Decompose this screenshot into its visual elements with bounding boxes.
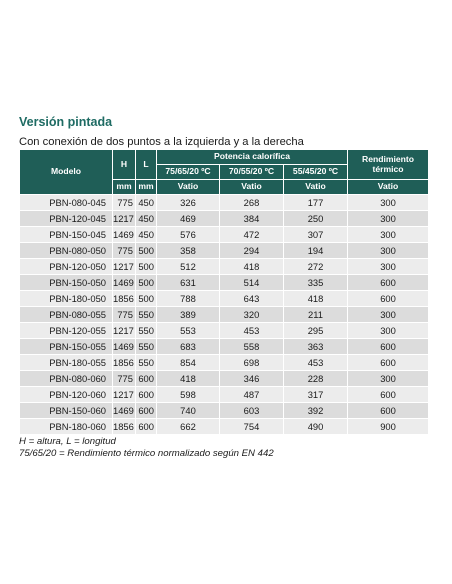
header-modelo: Modelo [20, 150, 113, 195]
unit-h: mm [113, 180, 136, 195]
table-cell: 550 [136, 323, 157, 339]
table-cell: 854 [157, 355, 220, 371]
cell-model: PBN-180-060 [20, 419, 113, 435]
table-row [20, 419, 429, 435]
table-cell: 600 [136, 419, 157, 435]
table-cell: 1856 [113, 291, 136, 307]
table-cell: 500 [136, 275, 157, 291]
table-row [20, 355, 429, 371]
footnote-norm: 75/65/20 = Rendimiento térmico normalizado según EN 442 [19, 448, 274, 459]
table-cell: 600 [136, 403, 157, 419]
table-row [20, 403, 429, 419]
table-cell: 1217 [113, 211, 136, 227]
table-cell: 600 [348, 291, 429, 307]
table-cell: 450 [136, 211, 157, 227]
table-cell: 453 [284, 355, 348, 371]
table-cell: 300 [348, 195, 429, 211]
table-cell: 363 [284, 339, 348, 355]
table-cell: 490 [284, 419, 348, 435]
table-cell: 228 [284, 371, 348, 387]
cell-model: PBN-150-045 [20, 227, 113, 243]
table-cell: 418 [284, 291, 348, 307]
table-cell: 900 [348, 419, 429, 435]
table-cell: 1217 [113, 323, 136, 339]
table-cell: 1217 [113, 259, 136, 275]
table-cell: 576 [157, 227, 220, 243]
table-cell: 300 [348, 371, 429, 387]
table-row [20, 371, 429, 387]
cell-model: PBN-120-055 [20, 323, 113, 339]
table-cell: 683 [157, 339, 220, 355]
table-row [20, 211, 429, 227]
cell-model: PBN-150-060 [20, 403, 113, 419]
table-cell: 250 [284, 211, 348, 227]
table-cell: 662 [157, 419, 220, 435]
table-cell: 346 [220, 371, 284, 387]
cell-model: PBN-180-055 [20, 355, 113, 371]
table-cell: 469 [157, 211, 220, 227]
table-cell: 450 [136, 227, 157, 243]
cell-model: PBN-150-055 [20, 339, 113, 355]
table-cell: 177 [284, 195, 348, 211]
cell-model: PBN-080-050 [20, 243, 113, 259]
table-cell: 600 [136, 371, 157, 387]
table-row [20, 227, 429, 243]
table-cell: 358 [157, 243, 220, 259]
table-cell: 392 [284, 403, 348, 419]
cell-model: PBN-080-060 [20, 371, 113, 387]
header-h: H [113, 150, 136, 180]
table-cell: 268 [220, 195, 284, 211]
table-cell: 775 [113, 371, 136, 387]
table-row [20, 339, 429, 355]
table-cell: 631 [157, 275, 220, 291]
table-cell: 514 [220, 275, 284, 291]
table-row [20, 307, 429, 323]
table-cell: 487 [220, 387, 284, 403]
table-body [20, 195, 429, 435]
table-cell: 453 [220, 323, 284, 339]
table-cell: 500 [136, 291, 157, 307]
table-cell: 1469 [113, 275, 136, 291]
table-row [20, 195, 429, 211]
spec-table [19, 149, 429, 435]
table-cell: 272 [284, 259, 348, 275]
table-cell: 600 [348, 339, 429, 355]
table-cell: 320 [220, 307, 284, 323]
table-cell: 598 [157, 387, 220, 403]
cell-model: PBN-080-045 [20, 195, 113, 211]
table-cell: 600 [348, 275, 429, 291]
unit-vatio-2: Vatio [220, 180, 284, 195]
table-cell: 600 [348, 355, 429, 371]
table-cell: 300 [348, 243, 429, 259]
table-cell: 1217 [113, 387, 136, 403]
table-cell: 300 [348, 323, 429, 339]
table-cell: 550 [136, 355, 157, 371]
section-title: Versión pintada [19, 115, 113, 129]
table-cell: 558 [220, 339, 284, 355]
table-cell: 1469 [113, 339, 136, 355]
table-cell: 603 [220, 403, 284, 419]
table-row [20, 259, 429, 275]
cell-model: PBN-120-060 [20, 387, 113, 403]
table-row [20, 387, 429, 403]
table-cell: 300 [348, 307, 429, 323]
cell-model: PBN-120-050 [20, 259, 113, 275]
table-cell: 600 [348, 387, 429, 403]
table-row [20, 243, 429, 259]
table-cell: 295 [284, 323, 348, 339]
table-cell: 335 [284, 275, 348, 291]
table-cell: 300 [348, 211, 429, 227]
table-cell: 294 [220, 243, 284, 259]
table-cell: 600 [136, 387, 157, 403]
footnotes [19, 436, 274, 460]
table-cell: 600 [348, 403, 429, 419]
table-cell: 194 [284, 243, 348, 259]
unit-l: mm [136, 180, 157, 195]
table-cell: 740 [157, 403, 220, 419]
header-potencia: Potencia calorífica [157, 150, 348, 165]
table-cell: 500 [136, 243, 157, 259]
table-cell: 1856 [113, 355, 136, 371]
unit-vatio-4: Vatio [348, 180, 429, 195]
table-cell: 472 [220, 227, 284, 243]
header-temp-2: 70/55/20 ºC [220, 165, 284, 180]
cell-model: PBN-180-050 [20, 291, 113, 307]
section-subtitle: Con conexión de dos puntos a la izquierda y a la derecha [19, 136, 304, 148]
table-cell: 775 [113, 307, 136, 323]
header-rendimiento: Rendimiento térmico [348, 150, 429, 180]
table-cell: 300 [348, 227, 429, 243]
table-row [20, 275, 429, 291]
table-cell: 775 [113, 243, 136, 259]
table-cell: 211 [284, 307, 348, 323]
table-cell: 418 [220, 259, 284, 275]
header-temp-1: 75/65/20 ºC [157, 165, 220, 180]
table-cell: 300 [348, 259, 429, 275]
table-cell: 775 [113, 195, 136, 211]
unit-vatio-3: Vatio [284, 180, 348, 195]
footnote-dimensions: H = altura, L = longitud [19, 436, 116, 447]
table-cell: 643 [220, 291, 284, 307]
header-temp-3: 55/45/20 ºC [284, 165, 348, 180]
table-cell: 307 [284, 227, 348, 243]
table-cell: 550 [136, 339, 157, 355]
table-row [20, 323, 429, 339]
table-cell: 553 [157, 323, 220, 339]
header-l: L [136, 150, 157, 180]
table-cell: 754 [220, 419, 284, 435]
table-cell: 317 [284, 387, 348, 403]
table-cell: 326 [157, 195, 220, 211]
table-cell: 418 [157, 371, 220, 387]
cell-model: PBN-120-045 [20, 211, 113, 227]
table-cell: 698 [220, 355, 284, 371]
table-cell: 384 [220, 211, 284, 227]
table-cell: 500 [136, 259, 157, 275]
table-cell: 450 [136, 195, 157, 211]
table-cell: 788 [157, 291, 220, 307]
cell-model: PBN-150-050 [20, 275, 113, 291]
unit-vatio-1: Vatio [157, 180, 220, 195]
table-cell: 512 [157, 259, 220, 275]
table-cell: 550 [136, 307, 157, 323]
table-cell: 389 [157, 307, 220, 323]
cell-model: PBN-080-055 [20, 307, 113, 323]
table-cell: 1856 [113, 419, 136, 435]
table-cell: 1469 [113, 227, 136, 243]
table-cell: 1469 [113, 403, 136, 419]
table-row [20, 291, 429, 307]
